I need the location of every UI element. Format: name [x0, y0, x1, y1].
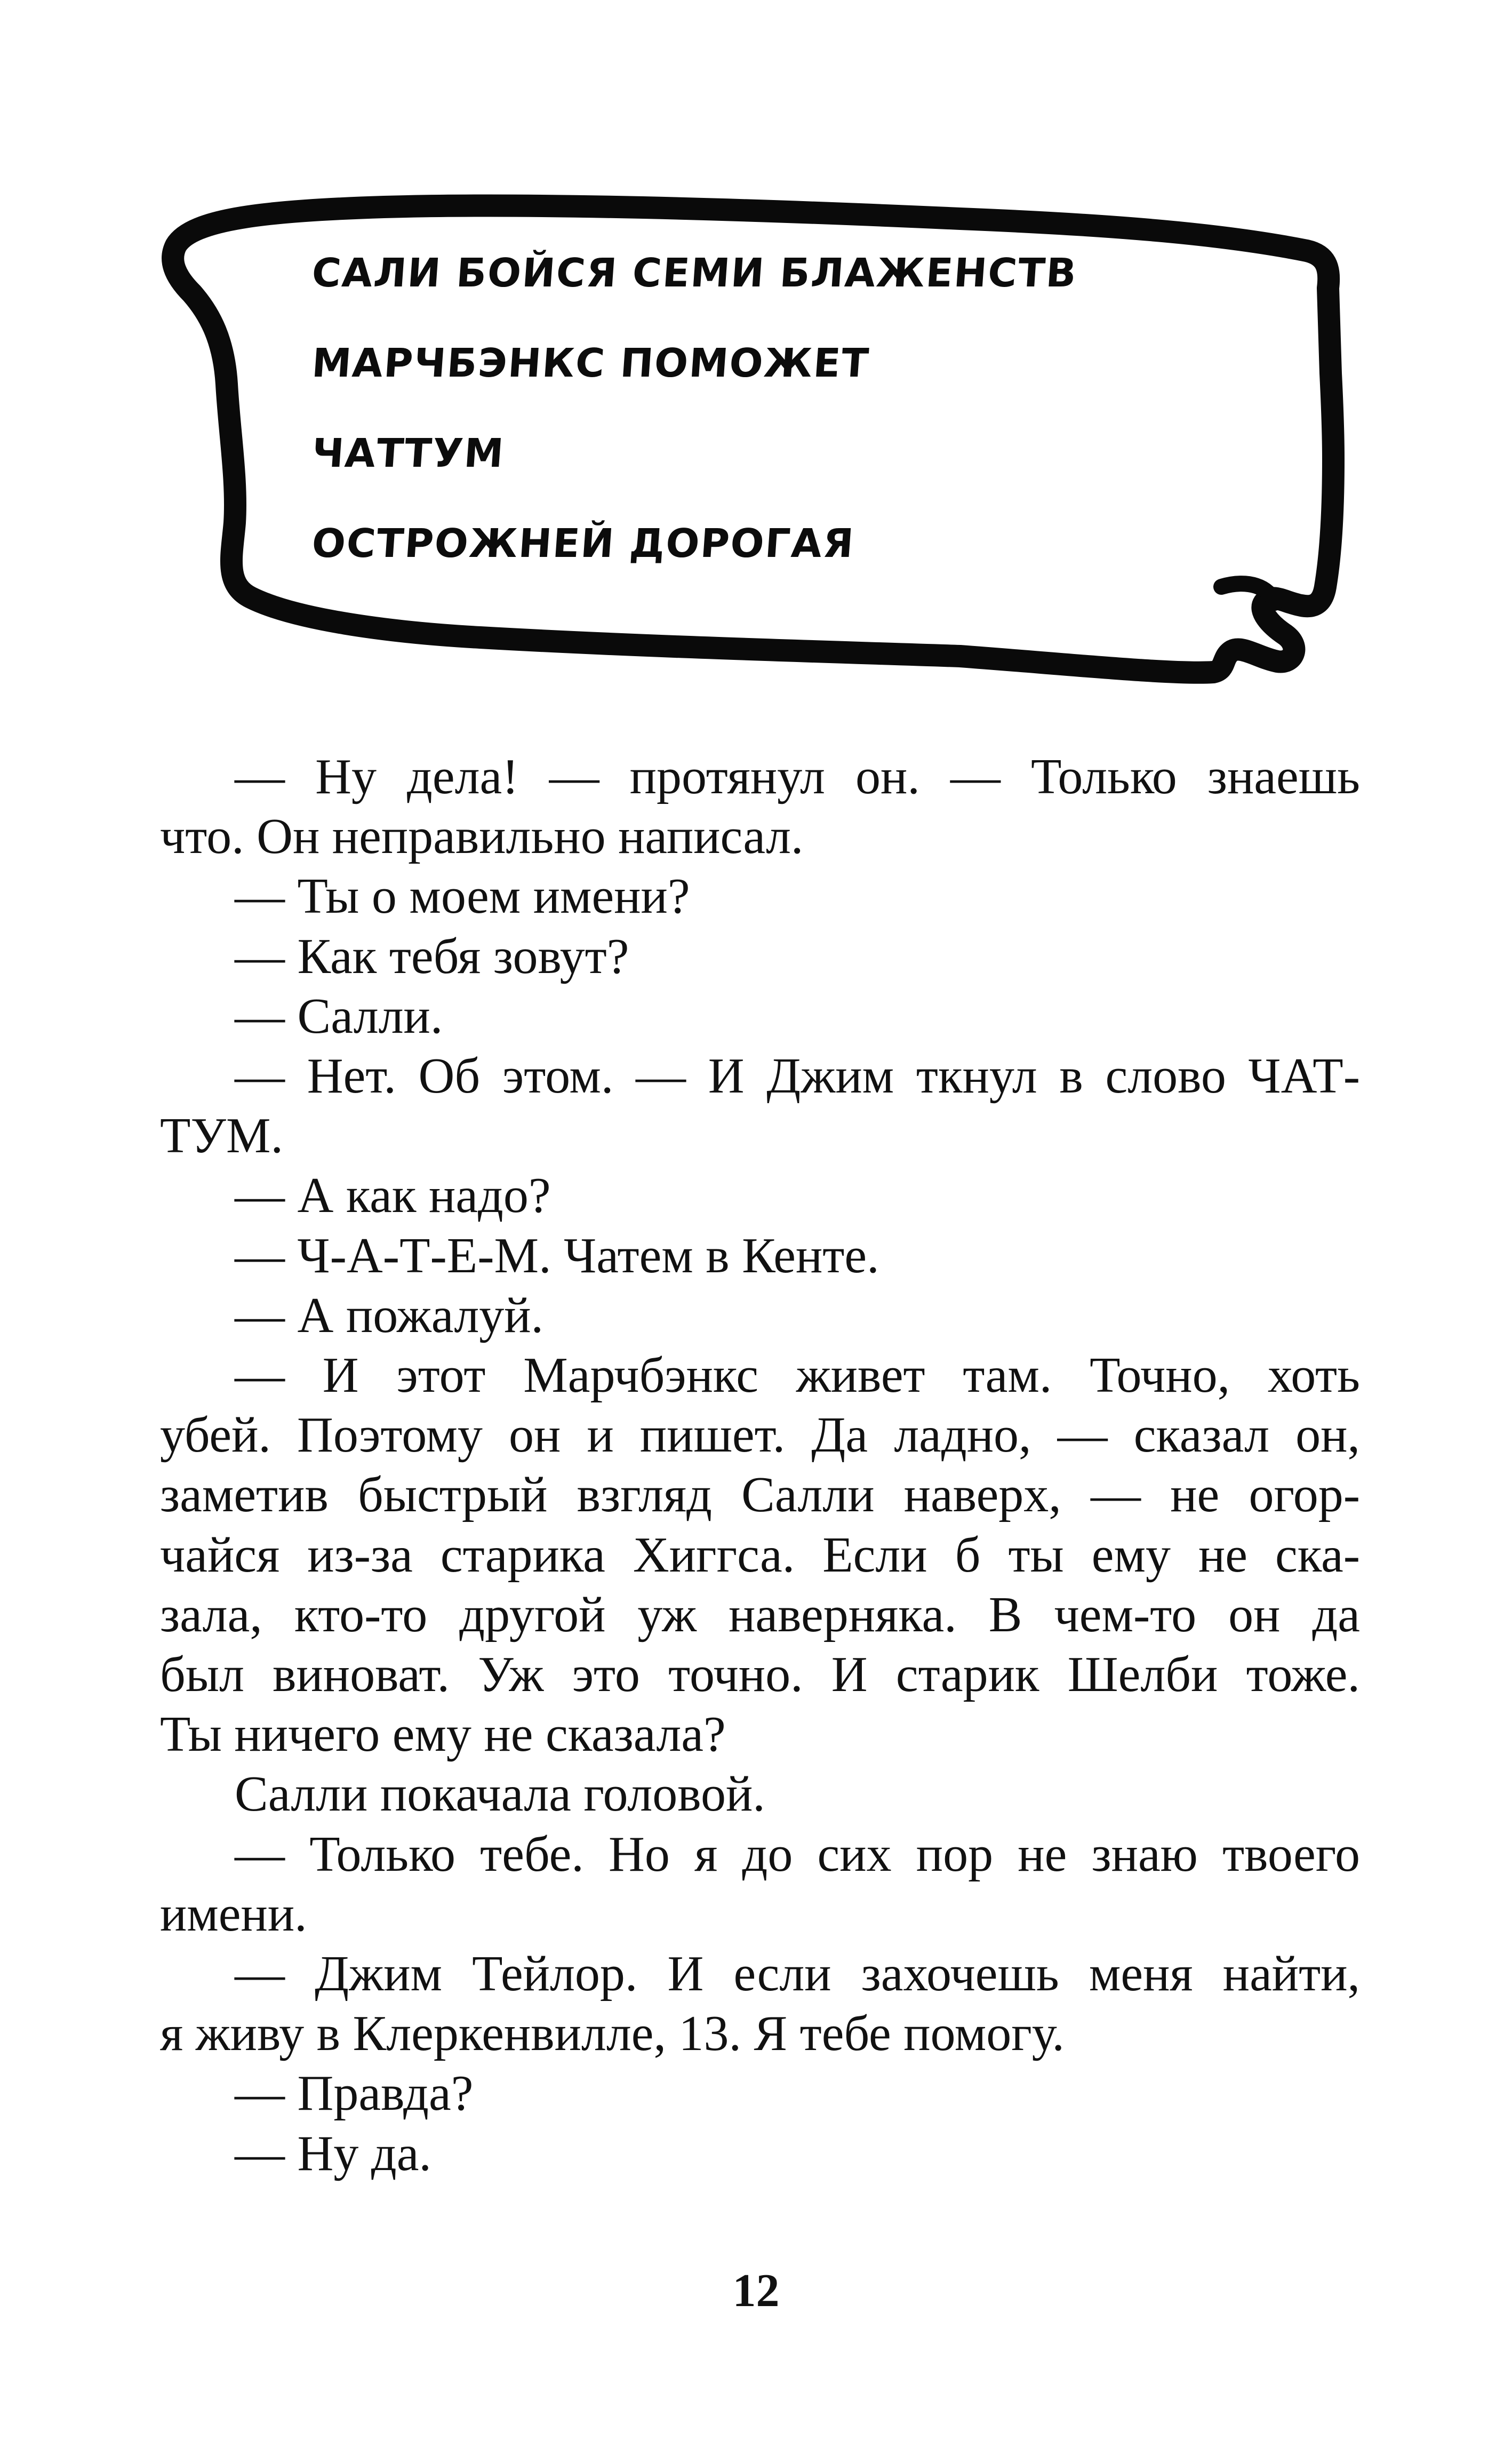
text-line: — Как тебя зовут?	[235, 928, 629, 984]
note-line: МАРЧБЭНКС ПОМОЖЕТ	[310, 340, 871, 386]
text-line: ТУМ.	[160, 1108, 284, 1164]
note-line: ЧАТТУМ	[310, 430, 506, 476]
text-line: зала, кто-то другой уж наверняка. В чем-то он да	[160, 1586, 1360, 1642]
text-line: — Только тебе. Но я до сих пор не знаю твоего	[235, 1826, 1360, 1882]
handwritten-note	[160, 181, 1365, 693]
text-line: Салли покачала головой.	[235, 1766, 765, 1822]
text-line: что. Он неправильно написал.	[160, 809, 804, 865]
text-line: имени.	[160, 1886, 307, 1942]
text-line: — Салли.	[235, 988, 443, 1044]
text-line: — Джим Тейлор. И если захочешь меня найти,	[235, 1946, 1360, 2002]
note-line: САЛИ БОЙСЯ СЕМИ БЛАЖЕНСТВ	[310, 250, 1079, 296]
body-text	[160, 747, 1360, 2183]
text-line: — Ну да.	[235, 2125, 431, 2181]
text-line: — Правда?	[235, 2066, 474, 2122]
text-line: был виноват. Уж это точно. И старик Шелби тоже.	[160, 1647, 1360, 1703]
text-line: я живу в Клеркенвилле, 13. Я тебе помогу.	[160, 2006, 1065, 2062]
text-line: убей. Поэтому он и пишет. Да ладно, — сказал он,	[160, 1407, 1360, 1463]
text-line: — И этот Марчбэнкс живет там. Точно, хоть	[235, 1347, 1360, 1404]
text-line: — Нет. Об этом. — И Джим ткнул в слово ЧАТ-	[235, 1048, 1360, 1104]
text-line: — Ч-А-Т-Е-М. Чатем в Кенте.	[235, 1227, 879, 1283]
text-line: заметив быстрый взгляд Салли наверх, — не огор-	[160, 1467, 1360, 1523]
note-text	[310, 250, 1219, 614]
text-line: — Ты о моем имени?	[235, 868, 690, 924]
text-line: — Ну дела! — протянул он. — Только знаешь	[235, 749, 1360, 804]
text-line: — А пожалуй.	[235, 1287, 544, 1343]
text-line: Ты ничего ему не сказала?	[160, 1707, 726, 1763]
page-number: 12	[732, 2265, 780, 2317]
text-line: — А как надо?	[235, 1168, 551, 1224]
text-line: чайся из-за старика Хиггса. Если б ты ему не ска-	[160, 1527, 1360, 1583]
note-line: ОСТРОЖНЕЙ ДОРОГАЯ	[310, 521, 856, 567]
